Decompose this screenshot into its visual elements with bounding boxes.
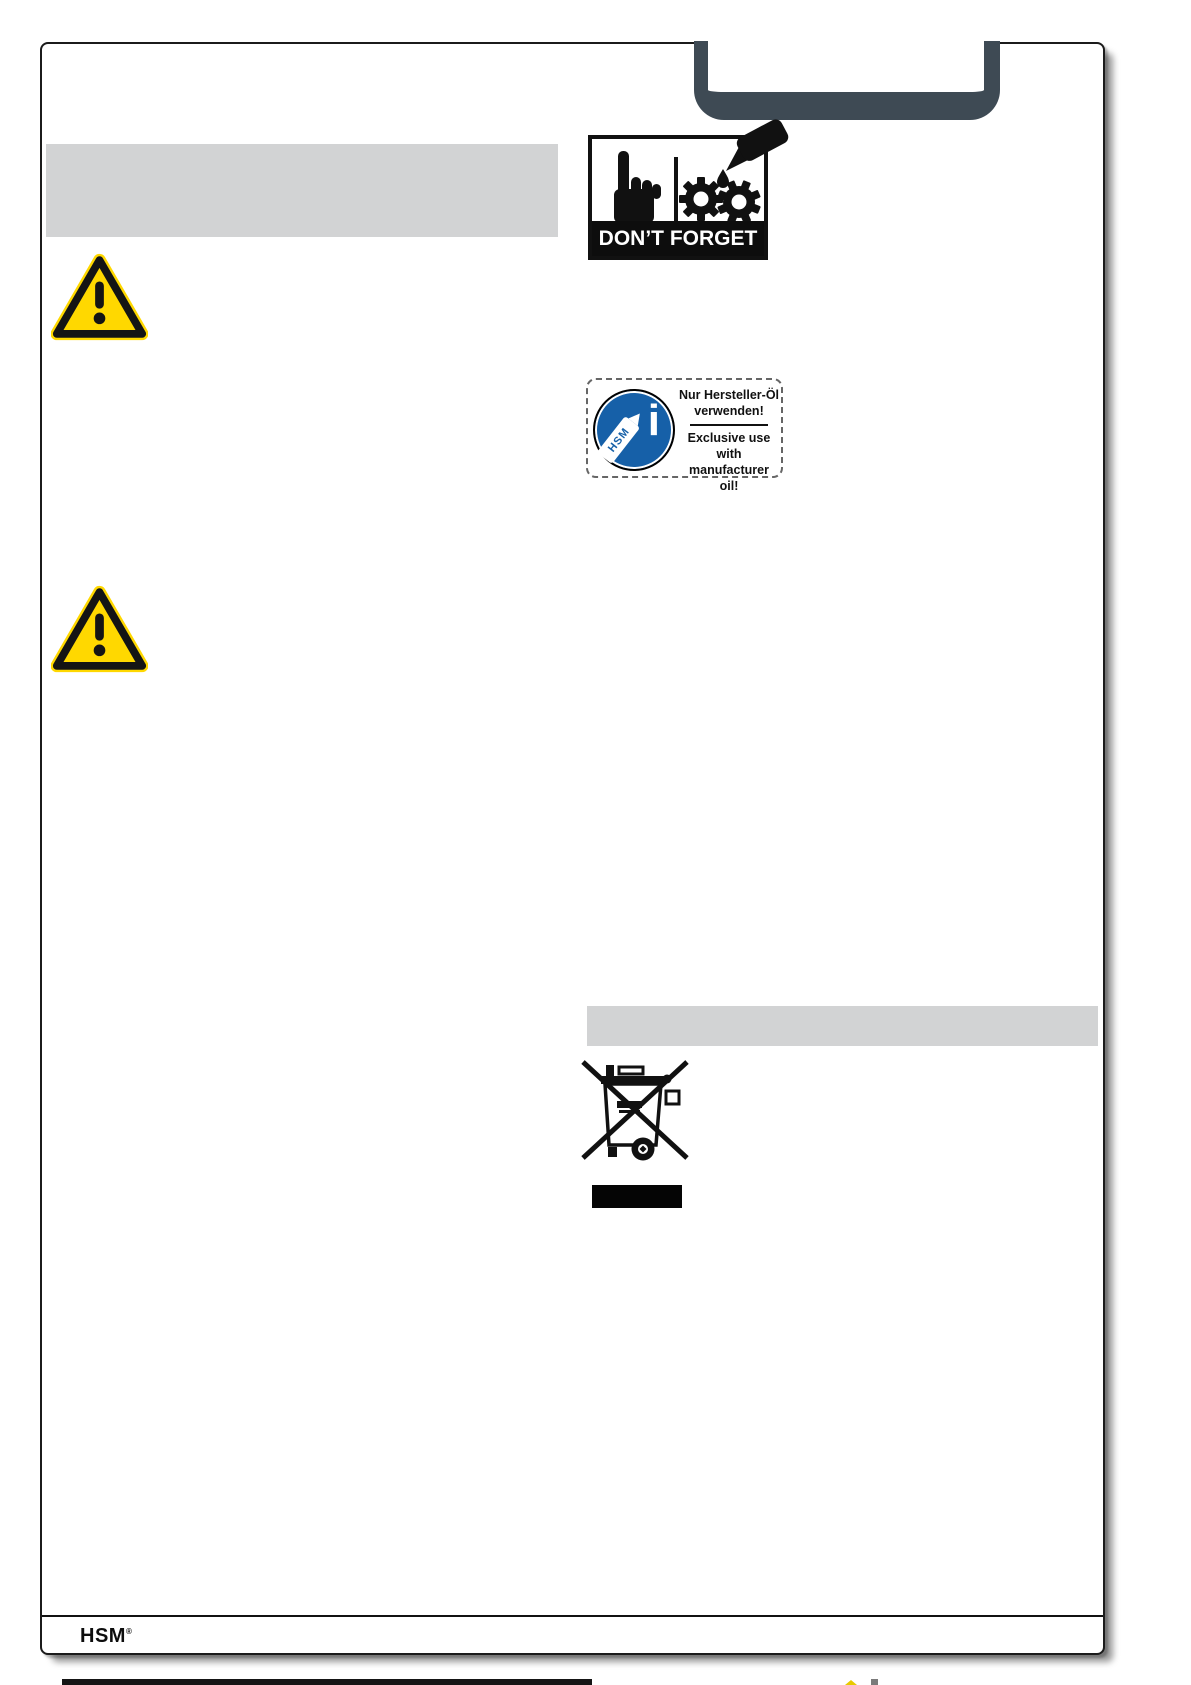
info-i-glyph: i xyxy=(647,396,660,445)
oil-notice-de-line1: Nur Hersteller-Öl xyxy=(678,388,780,402)
warning-triangle-icon-2 xyxy=(51,585,148,673)
weee-black-bar xyxy=(592,1185,682,1208)
register-tab xyxy=(694,41,1000,120)
hand-oil-gears-graphic xyxy=(568,117,792,282)
next-page-edge-bar xyxy=(62,1679,592,1685)
page-sheet xyxy=(40,42,1105,1655)
exclamation-bar xyxy=(95,281,104,308)
bin-wheel xyxy=(632,1138,655,1161)
hsm-logo-text: HSM xyxy=(80,1625,126,1647)
registered-mark: ® xyxy=(125,1627,133,1636)
oil-notice-en-line1: Exclusive use with xyxy=(687,430,771,461)
oil-drop-icon xyxy=(717,169,729,188)
footer-rule xyxy=(42,1615,1103,1617)
hsm-logo xyxy=(80,1625,132,1648)
section-title-bar-disposal xyxy=(587,1006,1098,1046)
section-title-bar-top xyxy=(46,144,558,237)
oil-notice-en-line2: manufacturer oil! xyxy=(689,463,769,494)
dont-forget-sign xyxy=(588,135,768,260)
hsm-oil-bottle-icon xyxy=(597,416,640,464)
gear-icon-left xyxy=(679,177,723,221)
weee-crossed-bin-icon xyxy=(579,1052,691,1164)
bottle-label: HSM xyxy=(605,425,632,455)
divider-line xyxy=(674,157,678,223)
exclamation-dot xyxy=(94,313,106,325)
dont-forget-label-band xyxy=(592,221,764,256)
manufacturer-oil-notice xyxy=(586,378,783,494)
mandatory-oil-sign-icon xyxy=(593,389,675,471)
pointing-hand-icon xyxy=(614,151,661,227)
next-page-triangle-tip xyxy=(845,1680,857,1685)
divider-line xyxy=(690,424,768,426)
warning-triangle-icon-1 xyxy=(51,253,148,341)
oil-bottle-icon xyxy=(726,117,791,171)
oil-notice-text xyxy=(678,387,780,495)
dont-forget-label: DON’T FORGET xyxy=(598,227,758,250)
oil-notice-de-line2: verwenden! xyxy=(694,404,764,419)
next-page-mark xyxy=(871,1679,878,1685)
